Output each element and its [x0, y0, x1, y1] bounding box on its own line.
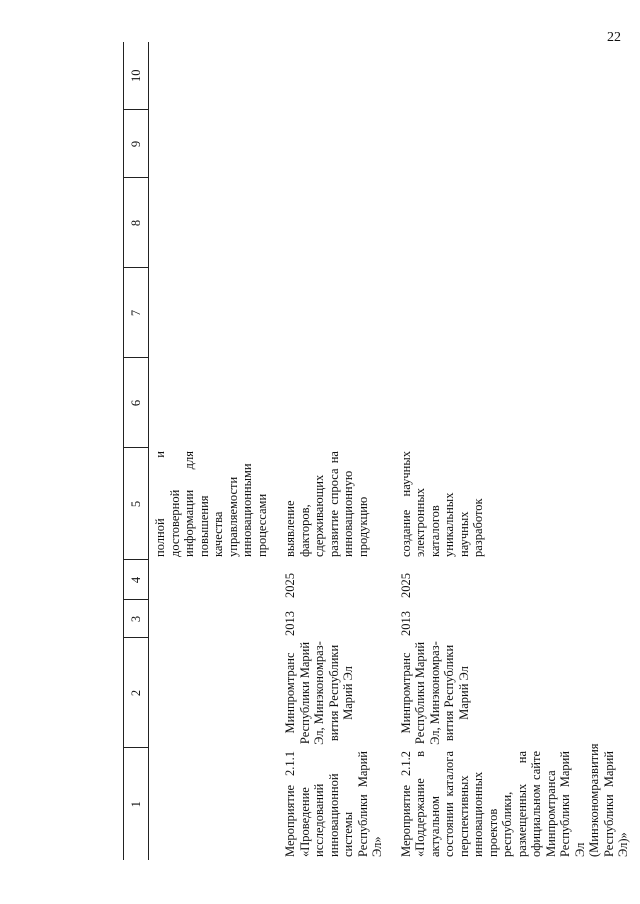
rotated-table-region: [123, 40, 640, 860]
cell-end-year: [149, 560, 272, 600]
header-col-3: 3: [124, 600, 149, 638]
header-col-10: 10: [124, 42, 149, 110]
header-row: [124, 42, 149, 860]
cell-name: Мероприятие 2.1.2 «Поддержание в актуальном состоянии каталога перспективных инновационных проектов республики, размещенных на официальном сайте Минпромтранса Республики Марий Эл (Минэкономразвития Республики Марий Эл)»: [398, 743, 630, 857]
cell-end-year: 2025: [283, 573, 297, 598]
cell-empty: [271, 42, 387, 110]
cell-executor: Минпромтранс Республики Марий Эл, Минэкономраз-вития Республики Марий Эл: [283, 641, 355, 745]
cell-result: выявление факторов, сдерживающих развитие спроса на инновационную продукцию: [283, 451, 370, 557]
cell-empty: [149, 110, 272, 178]
cell-start-year: [149, 600, 272, 638]
cell-result: полной и достоверной информации для повышения качества управляемости инновационными процессами: [153, 451, 269, 557]
table-row: [149, 42, 272, 860]
cell-executor: [149, 638, 272, 748]
cell-name: [149, 748, 272, 860]
header-col-1: 1: [124, 748, 149, 860]
cell-start-year: 2013: [398, 611, 413, 636]
header-col-7: 7: [124, 268, 149, 358]
page-number: 22: [607, 30, 621, 45]
cell-name: Мероприятие 2.1.1 «Проведение исследований инновационной системы Республики Марий Эл»: [283, 751, 384, 857]
cell-empty: [387, 110, 633, 178]
cell-executor: Минпромтранс Республики Марий Эл, Минэкономраз-вития Республики Марий Эл: [398, 641, 471, 745]
header-col-5: 5: [124, 448, 149, 560]
cell-end-year: 2025: [398, 573, 413, 598]
program-table: [123, 42, 633, 860]
cell-empty: [387, 178, 633, 268]
cell-empty: [149, 358, 272, 448]
table-row: [271, 42, 387, 860]
cell-empty: [387, 42, 633, 110]
cell-empty: [271, 110, 387, 178]
header-col-4: 4: [124, 560, 149, 600]
cell-empty: [271, 268, 387, 358]
header-col-2: 2: [124, 638, 149, 748]
cell-empty: [149, 42, 272, 110]
cell-empty: [149, 268, 272, 358]
cell-empty: [387, 358, 633, 448]
header-col-9: 9: [124, 110, 149, 178]
cell-start-year: 2013: [283, 611, 297, 636]
header-col-6: 6: [124, 358, 149, 448]
cell-empty: [149, 178, 272, 268]
header-col-8: 8: [124, 178, 149, 268]
cell-result: создание научных электронных каталогов уникальных научных разработок: [398, 451, 485, 557]
table-row: [387, 42, 633, 860]
cell-empty: [387, 268, 633, 358]
cell-empty: [271, 358, 387, 448]
cell-empty: [271, 178, 387, 268]
